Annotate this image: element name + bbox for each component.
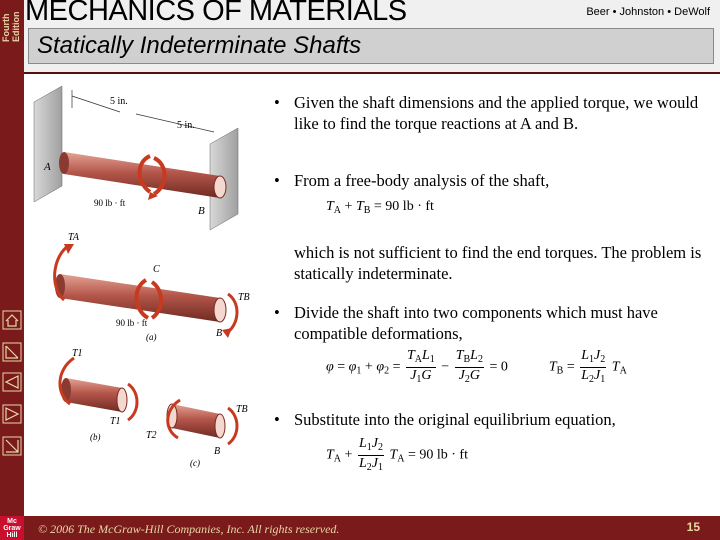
edition-line-2: Edition [11,11,21,42]
bullet-dot: • [274,410,280,429]
equation-substituted: $T_A$ + $\frac{L_1J_2}{L_2J_1}$ $T_A = 90$ lb · ft [326,436,468,473]
label-B1: B [198,205,205,217]
bullet-4-text: Substitute into the original equilibrium equation, [294,410,616,429]
equation-equilibrium: $T_A + T_B = 90$ lb · ft [326,199,434,216]
label-B2: B [216,328,223,339]
label-C: C [153,264,160,275]
label-B3: B [214,446,221,457]
slide-subtitle: Statically Indeterminate Shafts [37,32,362,59]
home-icon[interactable] [2,310,22,330]
previous-slide-icon[interactable] [2,372,22,392]
edition-line-1: Fourth [1,13,11,42]
caption-b: (b) [90,432,101,442]
torque-label-1: 90 lb · ft [94,198,126,208]
torque-label-2: 90 lb · ft [116,318,148,328]
caption-c: (c) [190,458,200,468]
footer [24,516,720,540]
equation-compatibility: $\varphi = \varphi_1 + \varphi_2$ = $\frac{T_AL_1}{J_1G}$ − $\frac{T_BL_2}{J_2G}$ = 0 $T_B$ = $\frac{L_1J_2}{L_2J_1}$ $T_A$ [326,348,627,385]
bullet-dot: • [274,171,280,190]
bullet-dot: • [274,303,280,322]
shaft-figures [24,74,280,514]
edition-label [0,0,24,42]
label-A1: A [44,161,51,173]
page-title: MECHANICS OF MATERIALS [25,0,407,27]
left-sidebar [0,0,24,540]
figure-fixed-shaft [34,86,238,230]
next-slide-icon[interactable] [2,404,22,424]
label-TB-2: TB [236,404,248,415]
last-slide-icon[interactable] [2,436,22,456]
label-T2: T2 [146,430,157,441]
figure-components [60,348,248,468]
label-T1-bottom: T1 [110,416,121,427]
dim-label-1: 5 in. [110,96,128,107]
publisher-logo: Mc Graw Hill [0,516,24,540]
dim-label-2: 5 in. [177,120,195,131]
label-TA: TA [68,232,79,243]
subtitle-bar [28,28,714,64]
indeterminate-paragraph: which is not sufficient to find the end torques. The problem is statically indeterminate. [294,243,702,283]
first-slide-icon[interactable] [2,342,22,362]
page-number: 15 [686,520,700,534]
label-T1-top: T1 [72,348,83,359]
bullet-1-text: Given the shaft dimensions and the applied torque, we would like to find the torque reactions at A and B. [294,93,699,133]
bullet-2-text: From a free-body analysis of the shaft, [294,171,550,190]
figure-free-body [55,232,250,342]
copyright-text: © 2006 The McGraw-Hill Companies, Inc. All rights reserved. [38,522,340,536]
caption-a: (a) [146,332,157,342]
label-TB: TB [238,292,250,303]
bullet-dot: • [274,93,280,112]
authors-line: Beer • Johnston • DeWolf [586,6,710,18]
bullet-3-text: Divide the shaft into two components which must have compatible deformations, [294,303,658,343]
